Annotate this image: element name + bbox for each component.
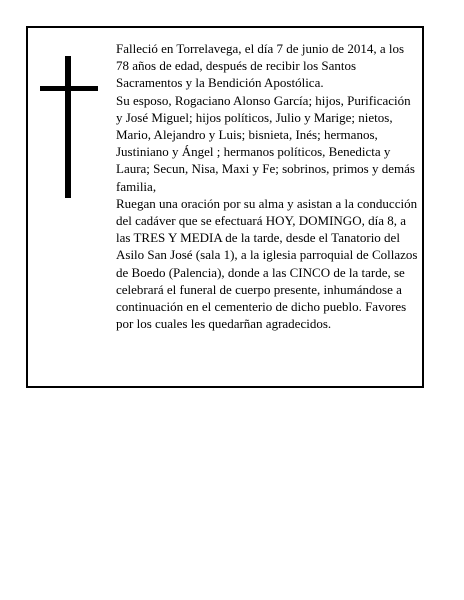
notice-paragraph-family: Su esposo, Rogaciano Alonso García; hijos, Purificación y José Miguel; hijos políticos, Julio y Marige; nietos, Mario, Alejandro y Luis; bisnieta, Inés; hermanos, Justiniano y Ángel ; hermanos políticos, Benedicta y Laura; Secun, Nisa, Maxi y Fe; sobrinos, primos y demás familia, (116, 92, 415, 194)
notice-paragraph-death: Falleció en Torrelavega, el día 7 de junio de 2014, a los 78 años de edad, después de recibir los Santos Sacramentos y la Bendición Apostólica. (116, 41, 405, 91)
cross-vertical-bar (65, 56, 71, 198)
notice-paragraph-funeral: Ruegan una oración por su alma y asistan a la conducción del cadáver que se efectuará HOY, DOMINGO, día 8, a las TRES Y MEDIA de la tarde, desde el Tanatorio del Asilo San José (sala 1), a la iglesia parroquial de Collazos de Boedo (Palencia), donde a las CINCO de la tarde, se celebrará el funeral de cuerpo presente, inhumándose a continuación en el cementerio de dicho pueblo. Favores por los cuales les quedarñan agradecidos. (116, 195, 418, 332)
notice-text (116, 40, 420, 332)
cross-icon (40, 56, 98, 198)
cross-horizontal-bar (40, 86, 98, 91)
death-notice-box (26, 26, 424, 388)
